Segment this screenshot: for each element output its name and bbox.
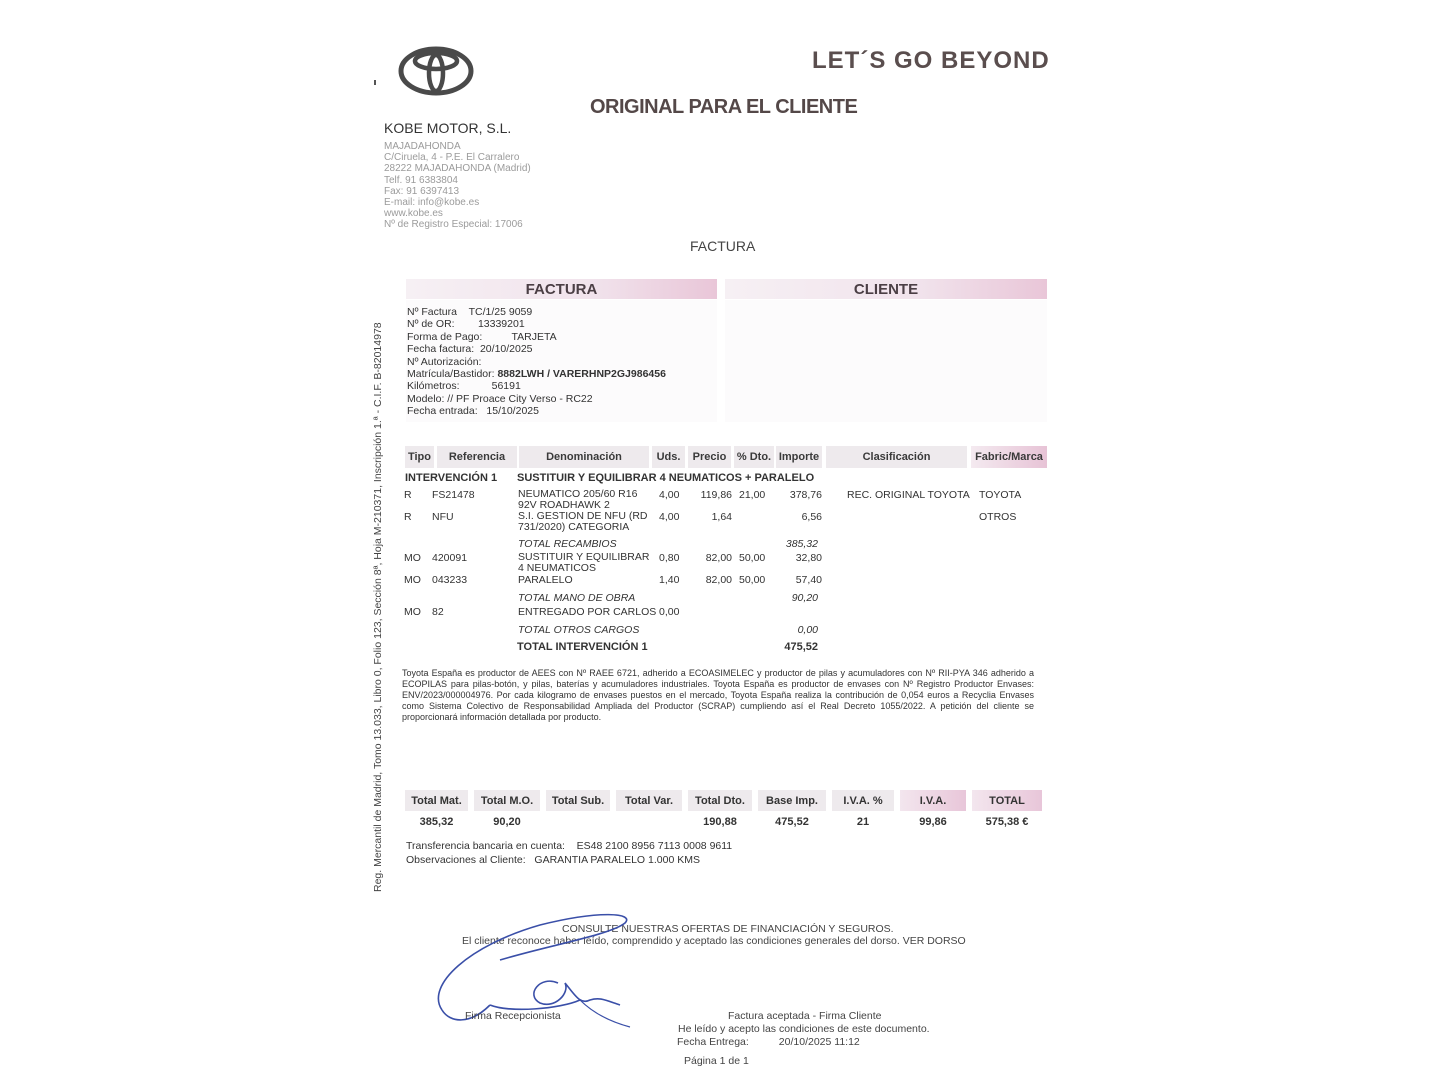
company-address xyxy=(384,141,531,231)
financing-notice: CONSULTE NUESTRAS OFERTAS DE FINANCIACIÓN Y SEGUROS. xyxy=(562,923,894,935)
line-denominacion: S.I. GESTION DE NFU (RD 731/2020) CATEGORIA xyxy=(518,510,648,533)
line-marca: OTROS xyxy=(979,511,1017,523)
line-importe: 32,80 xyxy=(795,552,822,564)
copy-label: ORIGINAL PARA EL CLIENTE xyxy=(590,96,858,118)
plate-vin-row: Matrícula/Bastidor: 8882LWH / VARERHNP2GJ986456 xyxy=(407,368,666,381)
line-precio: 82,00 xyxy=(705,552,732,564)
mileage-row: Kilómetros: 56191 xyxy=(407,380,521,393)
line-uds: 1,40 xyxy=(659,574,680,586)
line-ref: 420091 xyxy=(432,552,468,564)
line-tipo: MO xyxy=(404,606,421,618)
intervention-label: INTERVENCIÓN 1 xyxy=(405,472,498,484)
cliente-panel xyxy=(725,300,1047,422)
line-ref: 043233 xyxy=(432,574,468,586)
totals-value-iva: 99,86 xyxy=(919,816,947,828)
col-header-referencia: Referencia xyxy=(437,446,517,468)
line-ref: 82 xyxy=(432,606,444,618)
col-header-denominacion: Denominación xyxy=(519,446,649,468)
toyota-logo-icon xyxy=(398,44,478,98)
line-precio: 1,64 xyxy=(711,511,732,523)
cliente-section-header: CLIENTE xyxy=(725,279,1047,299)
col-header-dto: % Dto. xyxy=(734,446,774,468)
totals-header-base: Base Imp. xyxy=(758,790,826,811)
address-line: Telf. 91 6383804 xyxy=(384,174,458,186)
total-intervention-value: 475,52 xyxy=(784,641,818,653)
model-row: Modelo: // PF Proace City Verso - RC22 xyxy=(407,392,593,405)
line-importe: 6,56 xyxy=(801,511,822,523)
address-line: 28222 MAJADAHONDA (Madrid) xyxy=(384,163,531,175)
registry-side-text: Reg. Mercantil de Madrid, Tomo 13.033, Libro 0, Folio 123, Sección 8ª, Hoja M-210371, Inscripción 1.ª - C.I.F. B-82014978 xyxy=(372,322,384,892)
line-clasificacion: REC. ORIGINAL TOYOTA xyxy=(847,489,970,501)
line-uds: 0,80 xyxy=(659,552,680,564)
line-dto: 21,00 xyxy=(739,489,766,501)
total-intervention-label: TOTAL INTERVENCIÓN 1 xyxy=(517,641,648,653)
line-tipo: MO xyxy=(404,552,421,564)
line-dto: 50,00 xyxy=(739,574,766,586)
receptionist-signature-label: Firma Recepcionista xyxy=(465,1010,561,1022)
address-line: MAJADAHONDA xyxy=(384,141,461,152)
line-tipo: R xyxy=(404,511,412,523)
totals-value-dto: 190,88 xyxy=(703,816,737,828)
subtotal-otros-label: TOTAL OTROS CARGOS xyxy=(518,624,640,636)
line-uds: 4,00 xyxy=(659,489,680,501)
line-denominacion: PARALELO xyxy=(518,574,573,586)
totals-header-mo: Total M.O. xyxy=(474,790,540,811)
acceptance-notice: El cliente reconoce haber leído, comprendido y aceptado las condiciones generales del dorso. VER DORSO xyxy=(462,935,966,947)
line-ref: FS21478 xyxy=(432,489,475,501)
line-tipo: MO xyxy=(404,574,421,586)
line-precio: 119,86 xyxy=(700,489,732,501)
col-header-tipo: Tipo xyxy=(405,446,434,468)
payment-method-row: Forma de Pago: TARJETA xyxy=(407,330,557,343)
col-header-clasificacion: Clasificación xyxy=(826,446,967,468)
totals-value-total: 575,38 € xyxy=(985,816,1029,828)
totals-header-total: TOTAL xyxy=(972,790,1042,811)
totals-header-iva: I.V.A. xyxy=(900,790,966,811)
address-line: www.kobe.es xyxy=(384,208,443,220)
totals-header-var: Total Var. xyxy=(616,790,682,811)
address-line: Nº de Registro Especial: 17006 xyxy=(384,219,523,231)
line-denominacion: NEUMATICO 205/60 R16 92V ROADHAWK 2 xyxy=(518,488,638,511)
client-signature-label: Factura aceptada - Firma Cliente xyxy=(728,1010,882,1022)
totals-value-base: 475,52 xyxy=(775,816,809,828)
line-ref: NFU xyxy=(432,511,454,523)
line-precio: 82,00 xyxy=(705,574,732,586)
totals-value-iva-pct: 21 xyxy=(856,816,870,828)
line-denominacion: SUSTITUIR Y EQUILIBRAR 4 NEUMATICOS xyxy=(518,551,650,574)
page-number: Página 1 de 1 xyxy=(684,1055,749,1067)
totals-value-mat: 385,32 xyxy=(419,816,454,828)
legal-notice: Toyota España es productor de AEES con Nº RAEE 6721, adherido a ECOASIMELEC y productor de pilas y acumuladores con Nº RII-PYA 346 adherido a ECOPILAS para pilas-botón, y pilas, baterías y acumuladores industriales. Toyota España es productor de envases con Nº Registro Productor Envases: ENV/2023/000004976. Por cada kilogramo de envases puestos en el mercado, Toyota España realiza la contribución de 0,054 euros a Recyclia Envases como Sistema Colectivo de Responsabilidad Ampliada del Productor (SCRAP) cumpliendo así el Real Decreto 1055/2022. A petición del cliente se proporcionará información detallada por producto. xyxy=(402,668,1034,722)
line-marca: TOYOTA xyxy=(979,489,1022,501)
totals-header-mat: Total Mat. xyxy=(405,790,468,811)
address-line: E-mail: info@kobe.es xyxy=(384,197,480,209)
totals-value-mo: 90,20 xyxy=(493,816,521,828)
bank-transfer: Transferencia bancaria en cuenta: ES48 2100 8956 7113 0008 9611 xyxy=(406,840,733,852)
invoice-date-row: Fecha factura: 20/10/2025 xyxy=(407,343,533,356)
address-line: C/Ciruela, 4 - P.E. El Carralero xyxy=(384,152,520,164)
line-uds: 4,00 xyxy=(659,511,680,523)
delivery-date: Fecha Entrega: 20/10/2025 11:12 xyxy=(677,1036,860,1048)
line-importe: 57,40 xyxy=(795,574,822,586)
totals-header-iva-pct: I.V.A. % xyxy=(832,790,894,811)
invoice-details xyxy=(407,306,666,418)
col-header-uds: Uds. xyxy=(652,446,685,468)
company-name: KOBE MOTOR, S.L. xyxy=(384,120,512,136)
totals-header-sub: Total Sub. xyxy=(546,790,610,811)
col-header-importe: Importe xyxy=(776,446,822,468)
entry-date-row: Fecha entrada: 15/10/2025 xyxy=(407,405,539,418)
subtotal-mano-obra-label: TOTAL MANO DE OBRA xyxy=(518,592,636,604)
line-importe: 378,76 xyxy=(789,489,822,501)
authorization-row: Nº Autorización: xyxy=(407,355,482,368)
terms-accepted-text: He leído y acepto las condiciones de este documento. xyxy=(678,1023,930,1035)
factura-section-header: FACTURA xyxy=(406,279,717,299)
subtotal-recambios-label: TOTAL RECAMBIOS xyxy=(518,538,617,550)
line-uds: 0,00 xyxy=(659,606,680,618)
line-dto: 50,00 xyxy=(739,552,766,564)
margin-mark xyxy=(374,80,376,85)
document-title: FACTURA xyxy=(690,238,756,254)
totals-header-dto: Total Dto. xyxy=(688,790,752,811)
subtotal-mano-obra-value: 90,20 xyxy=(791,592,818,604)
slogan: LET´S GO BEYOND xyxy=(812,47,1050,74)
intervention-title: SUSTITUIR Y EQUILIBRAR 4 NEUMATICOS + PARALELO xyxy=(517,472,815,484)
line-tipo: R xyxy=(404,489,412,501)
subtotal-otros-value: 0,00 xyxy=(797,624,818,636)
invoice-number-row: Nº Factura TC/1/25 9059 xyxy=(407,306,533,318)
or-number-row: Nº de OR: 13339201 xyxy=(407,318,525,331)
address-line: Fax: 91 6397413 xyxy=(384,185,460,197)
line-denominacion: ENTREGADO POR CARLOS xyxy=(518,606,657,618)
col-header-precio: Precio xyxy=(688,446,731,468)
subtotal-recambios-value: 385,32 xyxy=(785,538,818,550)
client-observations: Observaciones al Cliente: GARANTIA PARALELO 1.000 KMS xyxy=(406,854,700,866)
col-header-marca: Fabric/Marca xyxy=(971,446,1047,468)
